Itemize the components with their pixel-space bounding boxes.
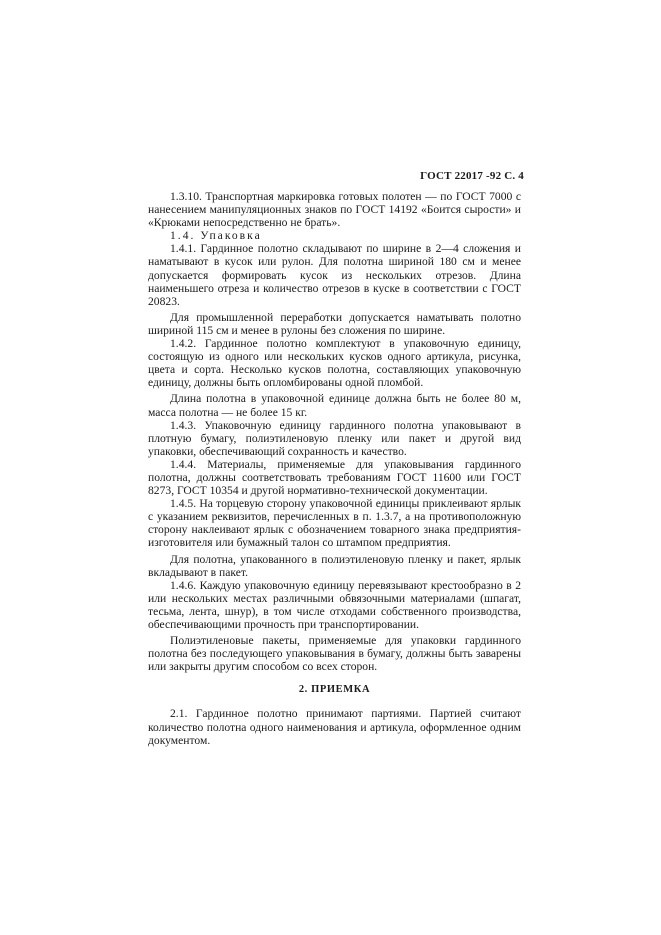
paragraph-1-4-4: 1.4.4. Материалы, применяемые для упаковывания гардинного полотна, должны соответствовать требованиям ГОСТ 11600 или ГОСТ 8273, ГОСТ 10354 и другой нормативно-технической документации. [148,457,521,498]
section-heading-acceptance: 2. ПРИЕМКА [298,684,371,696]
paragraph-length-mass: Длина полотна в упаковочной единице должна быть не более 80 м, масса полотна — не более 15 кг. [148,392,521,419]
paragraph-industrial-processing: Для промышленной переработки допускается наматывать полотно шириной 115 см и менее в рулоны без сложения по ширине. [148,310,521,337]
paragraph-1-4-1: 1.4.1. Гардинное полотно складывают по ширине в 2—4 сложения и наматывают в кусок или рулон. Для полотна шириной 180 см и менее допускается формировать кусок из нескольких отрезов. Длина наименьшего отреза и количество отрезов в куске в соответствии с ГОСТ 20823. [148,242,521,308]
paragraph-1-4-2: 1.4.2. Гардинное полотно комплектуют в упаковочную единицу, состоящую из одного или нескольких кусков одного артикула, рисунка, цвета и сорта. Несколько кусков полотна, составляющих упаковочную единицу, должны быть опломбированы одной пломбой. [148,337,521,390]
paragraph-1-4-3: 1.4.3. Упаковочную единицу гардинного полотна упаковывают в плотную бумагу, полиэтиленовую пленку или пакет и другой вид упаковки, обеспечивающий сохранность и качество. [148,418,521,458]
page-header-doc-ref: ГОСТ 22017 -92 С. 4 [420,170,524,182]
paragraph-2-1: 2.1. Гардинное полотно принимают партиями. Партией считают количество полотна одного наименования и артикула, оформленное одним документом. [148,707,521,747]
paragraph-polyethylene-bags: Полиэтиленовые пакеты, применяемые для упаковки гардинного полотна без последующего упаковывания в бумагу, должны быть заварены или закрыты другим способом со всех сторон. [148,634,521,674]
paragraph-1-4-6: 1.4.6. Каждую упаковочную единицу перевязывают крестообразно в 2 или нескольких местах различными обвязочными материалами (шпагат, тесьма, лента, шнур), в том числе отходами собственного производства, обеспечивающими прочность при транспортировании. [148,578,521,631]
subsection-heading-packaging: 1.4. Упаковка [170,229,262,243]
paragraph-1-3-10: 1.3.10. Транспортная маркировка готовых полотен — по ГОСТ 7000 с нанесением манипуляционных знаков по ГОСТ 14192 «Боится сырости» и «Крюками непосредственно не брать». [148,190,521,230]
paragraph-1-4-5: 1.4.5. На торцевую сторону упаковочной единицы приклеивают ярлык с указанием реквизитов, перечисленных в п. 1.3.7, а на противоположную сторону наклеивают ярлык с обозначением товарного знака предприятия-изготовителя или бумажный талон со штампом предприятия. [148,497,521,550]
paragraph-label-in-bag: Для полотна, упакованного в полиэтиленовую пленку и пакет, ярлык вкладывают в пакет. [148,552,521,579]
document-body [148,190,521,747]
